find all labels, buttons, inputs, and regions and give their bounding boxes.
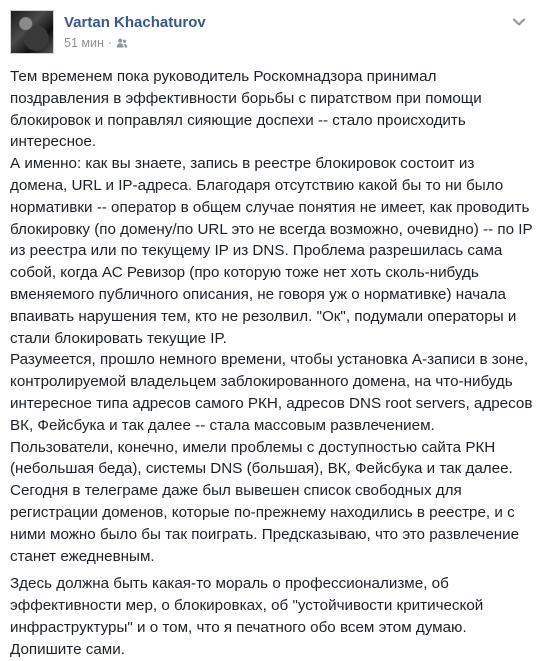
- author-name[interactable]: Vartan Khachaturov: [64, 14, 206, 31]
- post-paragraph: А именно: как вы знаете, запись в реестре блокировок состоит из домена, URL и IP-адреса. Благодаря отсутствию какой бы то ни было нормативки -- оператор в общем случае понятия не имеет, как проводить блокировку (по домену/по URL это не всегда возможно, очевидно) -- по IP из реестра или по текущему IP из DNS. Проблема разрешилась сама собой, когда АС Ревизор (про которую тоже нет хоть сколь-нибудь вменяемого публичного описания, не говоря уж о нормативке) начала впаивать нарушения тем, кто не резолвил. "Ок", подумали операторы и стали блокировать текущие IP.: [10, 155, 533, 347]
- chevron-down-icon[interactable]: [509, 12, 529, 32]
- meta-separator: ·: [107, 36, 113, 50]
- post-header: [10, 10, 535, 56]
- post-body: [10, 66, 535, 661]
- friends-icon[interactable]: [116, 37, 128, 49]
- post-paragraph: Тем временем пока руководитель Роскомнадзора принимал поздравления в эффективности борьбы с пиратством при помощи блокировок и поправлял сияющие доспехи -- стало происходить интересное.: [10, 68, 482, 151]
- post-paragraph: Здесь должна быть какая-то мораль о профессионализме, об эффективности мер, о блокировках, об "устойчивости критической инфраструктуры" и о том, что я печатного обо всем этом думаю. Допишите сами.: [10, 575, 484, 658]
- post-timestamp[interactable]: 51 мин: [64, 36, 104, 50]
- post-paragraph: Разумеется, прошло немного времени, чтобы установка А-записи в зоне, контролируемой владельцем заблокированного домена, на что-нибудь интересное типа адресов самого РКН, адресов DNS root servers, адресов ВК, Фейсбука и так далее -- стала массовым развлечением. Пользователи, конечно, имели проблемы с доступностью сайта РКН (небольшая беда), системы DNS (большая), ВК, Фейсбука и так далее. Сегодня в телеграме даже был вывешен список свободных для регистрации доменов, которые по-прежнему находились в реестре, и с ними можно было бы так поиграть. Предсказываю, что это развлечение станет ежедневным.: [10, 351, 533, 565]
- post-meta: [64, 36, 128, 50]
- avatar[interactable]: [10, 10, 54, 54]
